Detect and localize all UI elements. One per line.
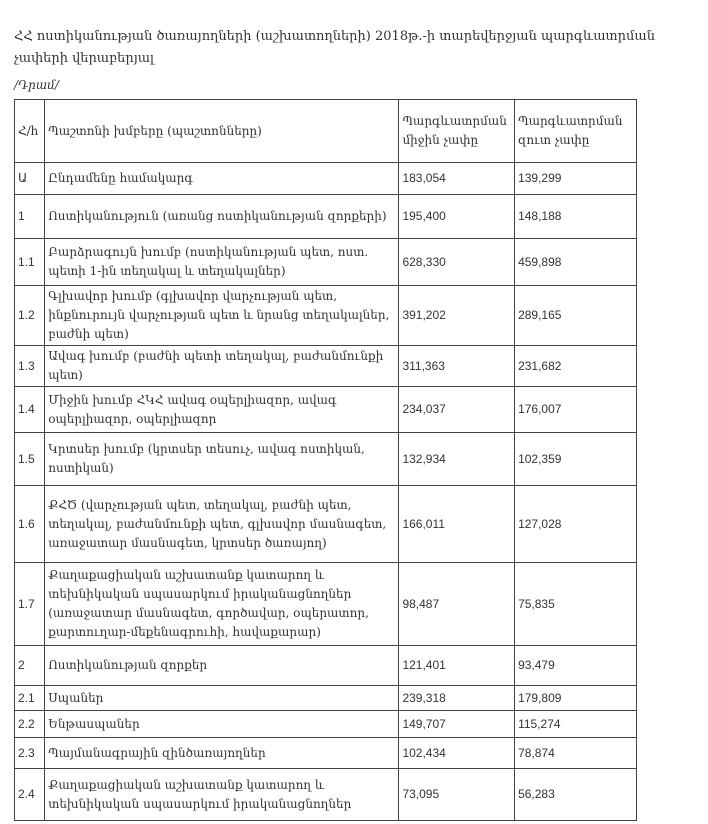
position-group-name: Պայմանագրային զինծառայողներ [45,738,399,769]
row-number: 1.3 [15,346,45,387]
average-bonus-value: 132,934 [399,433,515,486]
table-row [15,387,637,433]
net-bonus-value: 56,283 [515,769,637,821]
row-number: 1.6 [15,486,45,563]
table-row [15,195,637,239]
row-number: 2 [15,646,45,686]
position-group-name: Ենթասպաներ [45,711,399,738]
row-number: 2.3 [15,738,45,769]
position-group-name: Քաղաքացիական աշխատանք կատարող և տեխնիկական սպասարկում իրականացնողներ [45,769,399,821]
net-bonus-value: 75,835 [515,563,637,646]
average-bonus-value: 391,202 [399,286,515,346]
row-number: Ա [15,163,45,195]
position-group-name: Ոստիկանության զորքեր [45,646,399,686]
net-bonus-value: 231,682 [515,346,637,387]
row-number: 1.1 [15,239,45,286]
net-bonus-value: 179,809 [515,686,637,711]
average-bonus-value: 183,054 [399,163,515,195]
average-bonus-value: 311,363 [399,346,515,387]
net-bonus-value: 115,274 [515,711,637,738]
net-bonus-value: 102,359 [515,433,637,486]
net-bonus-value: 289,165 [515,286,637,346]
table-row [15,769,637,821]
net-bonus-value: 78,874 [515,738,637,769]
net-bonus-value: 139,299 [515,163,637,195]
row-number: 2.4 [15,769,45,821]
table-row [15,486,637,563]
table-row [15,686,637,711]
row-number: 2.1 [15,686,45,711]
table-row [15,563,637,646]
table-row [15,711,637,738]
row-number: 1 [15,195,45,239]
net-bonus-value: 93,479 [515,646,637,686]
average-bonus-value: 166,011 [399,486,515,563]
table-row [15,346,637,387]
average-bonus-value: 98,487 [399,563,515,646]
table-row [15,163,637,195]
net-bonus-value: 176,007 [515,387,637,433]
header-average-bonus: Պարգևատրման միջին չափը [399,100,515,163]
table-row [15,433,637,486]
position-group-name: Կրտսեր խումբ (կրտսեր տեսուչ, ավագ ոստիկան, ոստիկան) [45,433,399,486]
position-group-name: Միջին խումբ ՀԿՀ ավագ օպերլիազոր, ավագ օպերլիազոր, օպերլիազոր [45,387,399,433]
average-bonus-value: 239,318 [399,686,515,711]
net-bonus-value: 148,188 [515,195,637,239]
row-number: 1.5 [15,433,45,486]
position-group-name: Ոստիկանություն (առանց ոստիկանության զորքերի) [45,195,399,239]
average-bonus-value: 234,037 [399,387,515,433]
position-group-name: ՔՀԾ (վարչության պետ, տեղակալ, բաժնի պետ, տեղակալ, բաժանմունքի պետ, գլխավոր մասնագետ, առաջատար մասնագետ, կրտսեր ծառայող) [45,486,399,563]
row-number: 1.4 [15,387,45,433]
average-bonus-value: 149,707 [399,711,515,738]
header-position-groups: Պաշտոնի խմբերը (պաշտոնները) [45,100,399,163]
currency-unit-label: /Դրամ/ [14,78,59,92]
position-group-name: Բարձրագույն խումբ (ոստիկանության պետ, ոստ. պետի 1-ին տեղակալ և տեղակալներ) [45,239,399,286]
bonus-table [14,99,637,821]
position-group-name: Քաղաքացիական աշխատանք կատարող և տեխնիկական սպասարկում իրականացնողներ (առաջատար մասնագետ, գործավար, օպերատոր, քարտուղար-մեքենագրուհի, հավաքարար) [45,563,399,646]
position-group-name: Ավագ խումբ (բաժնի պետի տեղակալ, բաժանմունքի պետ) [45,346,399,387]
table-row [15,239,637,286]
average-bonus-value: 628,330 [399,239,515,286]
header-net-bonus: Պարգևատրման զուտ չափը [515,100,637,163]
row-number: 1.7 [15,563,45,646]
average-bonus-value: 102,434 [399,738,515,769]
table-row [15,286,637,346]
row-number: 2.2 [15,711,45,738]
document-title: ՀՀ ոստիկանության ծառայողների (աշխատողների) 2018թ.-ի տարեվերջյան պարգևատրման չափերի վերաբերյալ [14,29,655,66]
average-bonus-value: 121,401 [399,646,515,686]
average-bonus-value: 195,400 [399,195,515,239]
position-group-name: Սպաներ [45,686,399,711]
net-bonus-value: 459,898 [515,239,637,286]
position-group-name: Ընդամենը համակարգ [45,163,399,195]
average-bonus-value: 73,095 [399,769,515,821]
table-row [15,646,637,686]
row-number: 1.2 [15,286,45,346]
net-bonus-value: 127,028 [515,486,637,563]
table-row [15,738,637,769]
table-header-row [15,100,637,163]
header-number: Հ/հ [15,100,45,163]
position-group-name: Գլխավոր խումբ (գլխավոր վարչության պետ, ինքնուրույն վարչության պետ և նրանց տեղակալներ, բաժնի պետ) [45,286,399,346]
